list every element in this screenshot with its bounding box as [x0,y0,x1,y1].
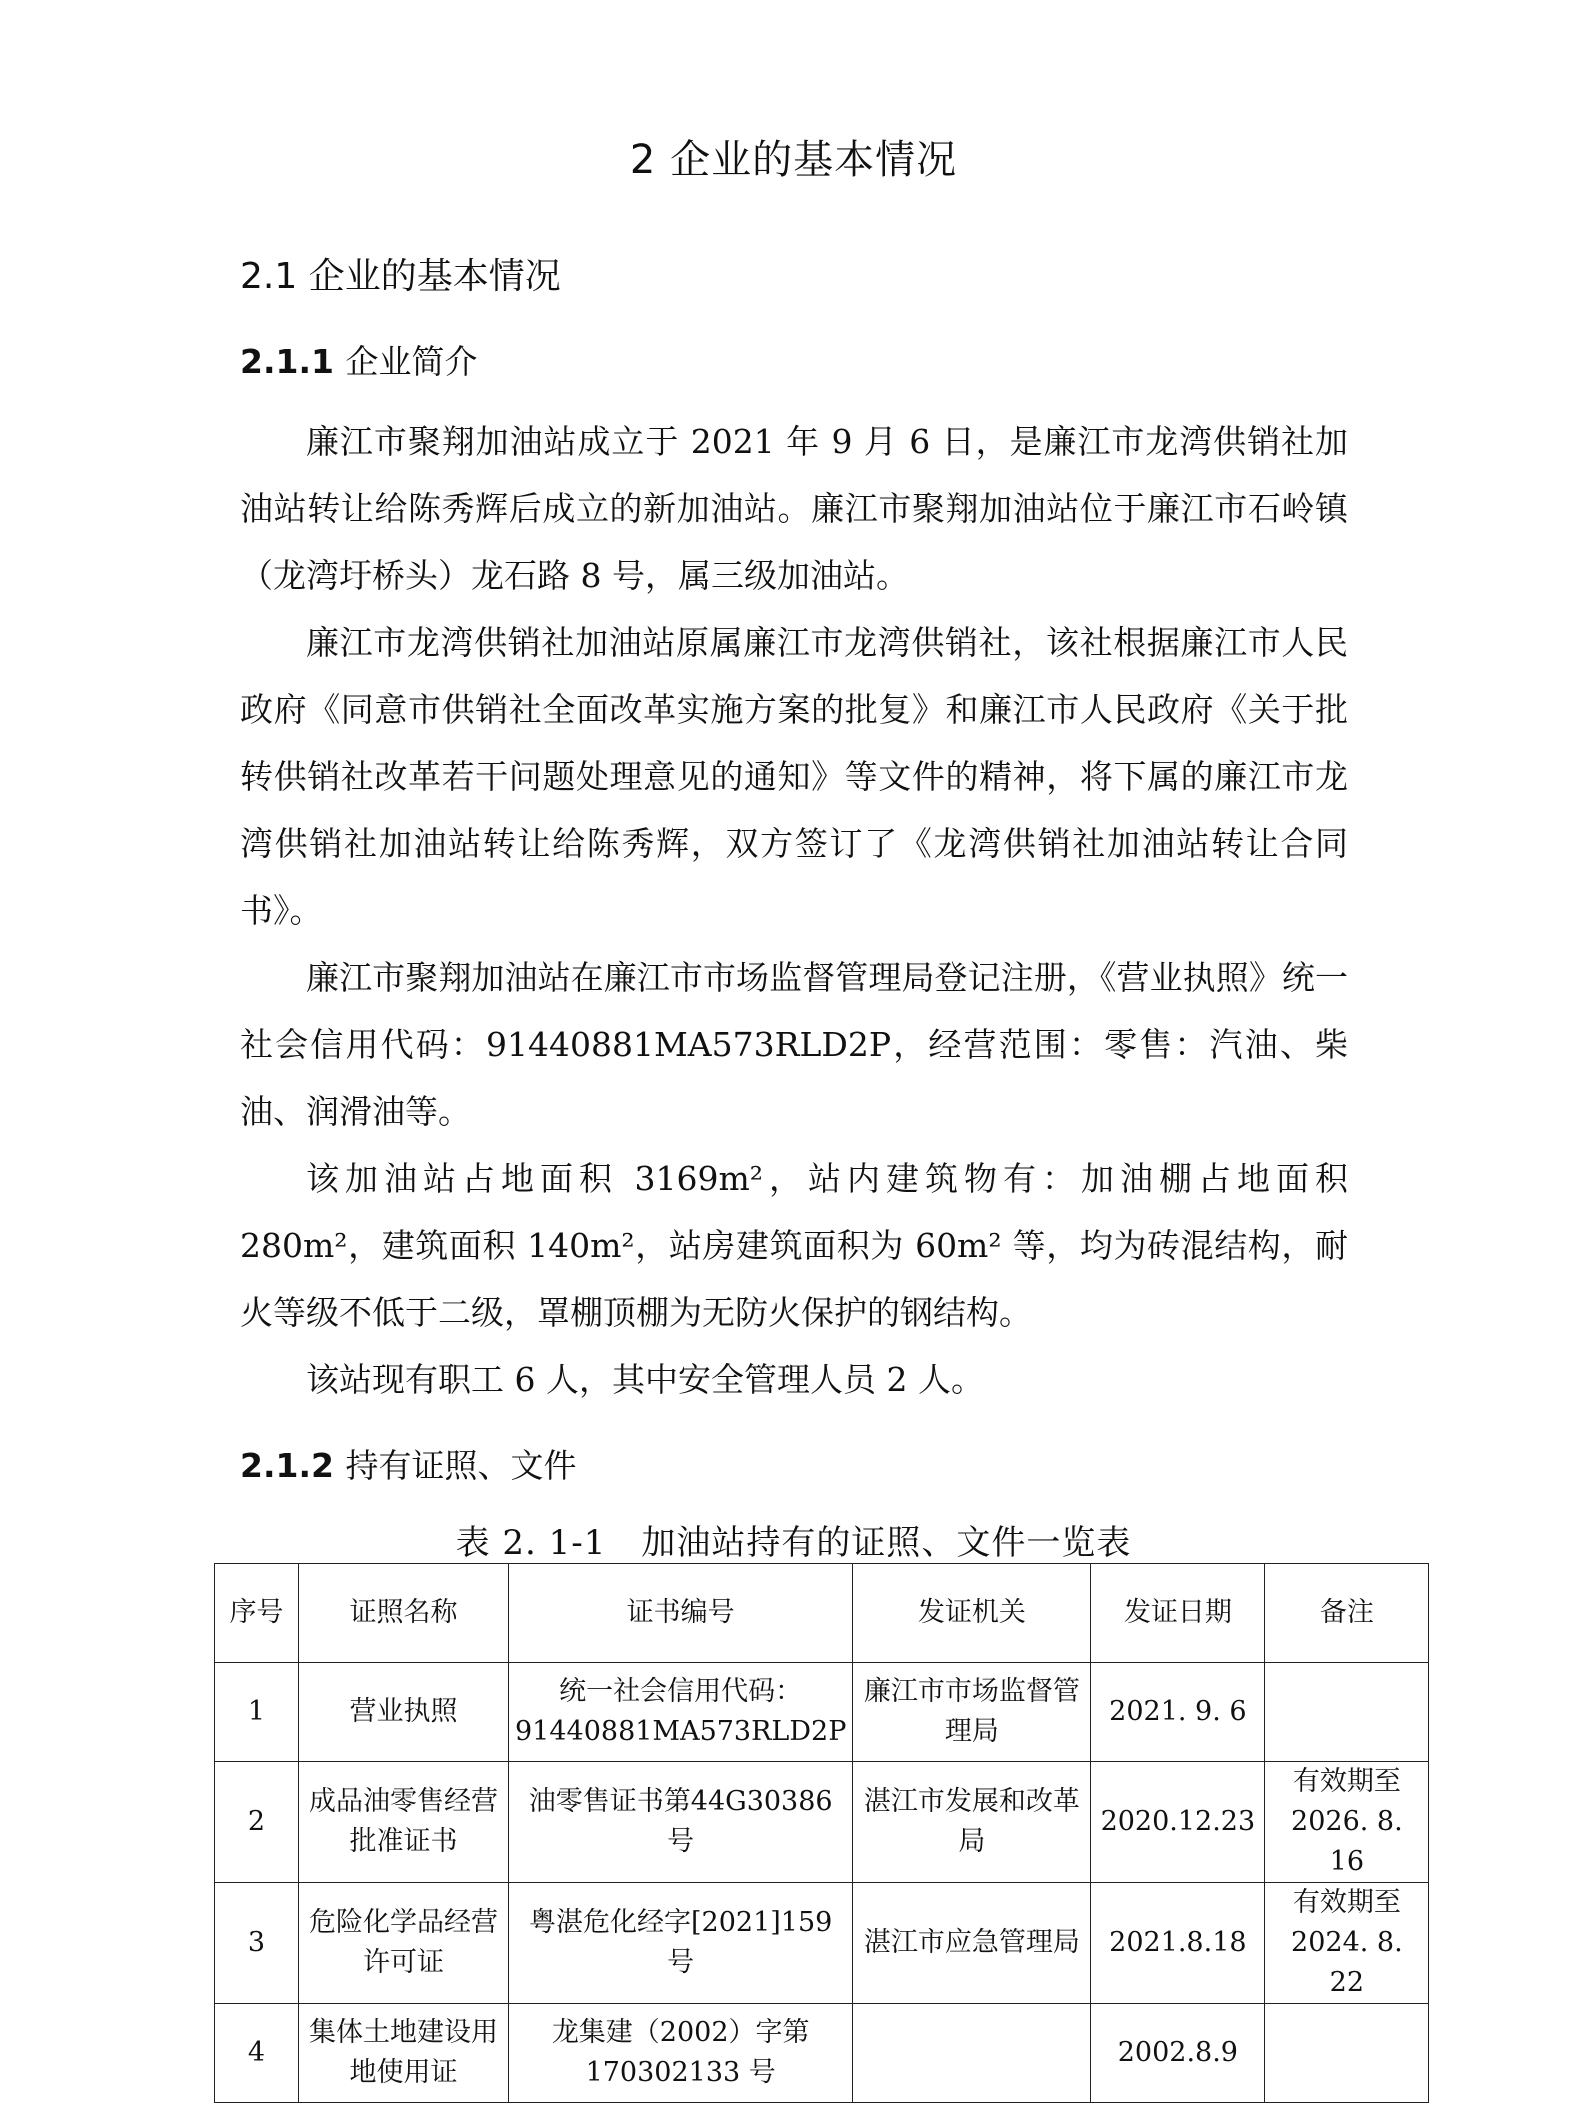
table-cell: 2021.8.18 [1091,1883,1265,2004]
table-caption: 表 2. 1-1 加油站持有的证照、文件一览表 [455,1523,1132,1563]
paragraph: 廉江市聚翔加油站成立于 2021 年 9 月 6 日，是廉江市龙湾供销社加油站转让给陈秀辉后成立的新加油站。廉江市聚翔加油站位于廉江市石岭镇（龙湾圩桥头）龙石路 8 号，属三级加油站。 [240,422,1348,595]
table-cell: 湛江市应急管理局 [853,1883,1091,2004]
table-cell: 2 [215,1762,299,1883]
header-cell: 发证机关 [853,1564,1091,1663]
table-cell [853,2004,1091,2103]
table-row [215,1883,1429,2004]
header-cell: 证书编号 [509,1564,853,1663]
subsection-title: 企业简介 [345,342,478,381]
table-cell: 1 [215,1663,299,1762]
table-cell: 成品油零售经营批准证书 [299,1762,509,1883]
header-cell: 发证日期 [1091,1564,1265,1663]
table-cell: 湛江市发展和改革局 [853,1762,1091,1883]
table-cell [1265,1663,1429,1762]
subsection-number: 2.1.2 [240,1446,334,1485]
table-cell: 有效期至2024. 8. 22 [1265,1883,1429,2004]
company-intro [240,408,1348,1413]
table-row [215,2004,1429,2103]
subsection-title: 持有证照、文件 [345,1446,577,1485]
paragraph: 廉江市聚翔加油站在廉江市市场监督管理局登记注册，《营业执照》统一社会信用代码：91440881MA573RLD2P，经营范围：零售：汽油、柴油、润滑油等。 [240,958,1348,1131]
table-cell: 2020.12.23 [1091,1762,1265,1883]
paragraph: 该站现有职工 6 人，其中安全管理人员 2 人。 [306,1360,984,1399]
table-cell: 危险化学品经营许可证 [299,1883,509,2004]
subsection-number: 2.1.1 [240,342,334,381]
table-cell: 统一社会信用代码：91440881MA573RLD2P [509,1663,853,1762]
paragraph: 廉江市龙湾供销社加油站原属廉江市龙湾供销社，该社根据廉江市人民政府《同意市供销社全面改革实施方案的批复》和廉江市人民政府《关于批转供销社改革若干问题处理意见的通知》等文件的精神，将下属的廉江市龙湾供销社加油站转让给陈秀辉，双方签订了《龙湾供销社加油站转让合同书》。 [240,623,1348,930]
table-cell: 集体土地建设用地使用证 [299,2004,509,2103]
table-cell: 廉江市市场监督管理局 [853,1663,1091,1762]
header-cell: 序号 [215,1564,299,1663]
chapter-title: 2 企业的基本情况 [629,137,958,183]
table-cell: 2021. 9. 6 [1091,1663,1265,1762]
table-cell: 营业执照 [299,1663,509,1762]
subsection-heading-2 [240,1440,576,1487]
table-row [215,1762,1429,1883]
section-title: 2.1 企业的基本情况 [240,256,561,297]
table-cell [1265,2004,1429,2103]
table-cell: 4 [215,2004,299,2103]
table-cell: 3 [215,1883,299,2004]
certificates-table [214,1563,1429,2103]
table-cell: 龙集建（2002）字第170302133 号 [509,2004,853,2103]
table-row [215,1663,1429,1762]
table-cell: 油零售证书第44G30386 号 [509,1762,853,1883]
table-cell: 有效期至2026. 8. 16 [1265,1762,1429,1883]
table-cell: 2002.8.9 [1091,2004,1265,2103]
subsection-heading-1 [240,336,477,383]
header-cell: 备注 [1265,1564,1429,1663]
header-cell: 证照名称 [299,1564,509,1663]
table-cell: 粤湛危化经字[2021]159 号 [509,1883,853,2004]
table-header-row [215,1564,1429,1663]
paragraph: 该加油站占地面积 3169m²，站内建筑物有：加油棚占地面积 280m²，建筑面积 140m²，站房建筑面积为 60m² 等，均为砖混结构，耐火等级不低于二级，罩棚顶棚为无防火保护的钢结构。 [240,1159,1348,1332]
